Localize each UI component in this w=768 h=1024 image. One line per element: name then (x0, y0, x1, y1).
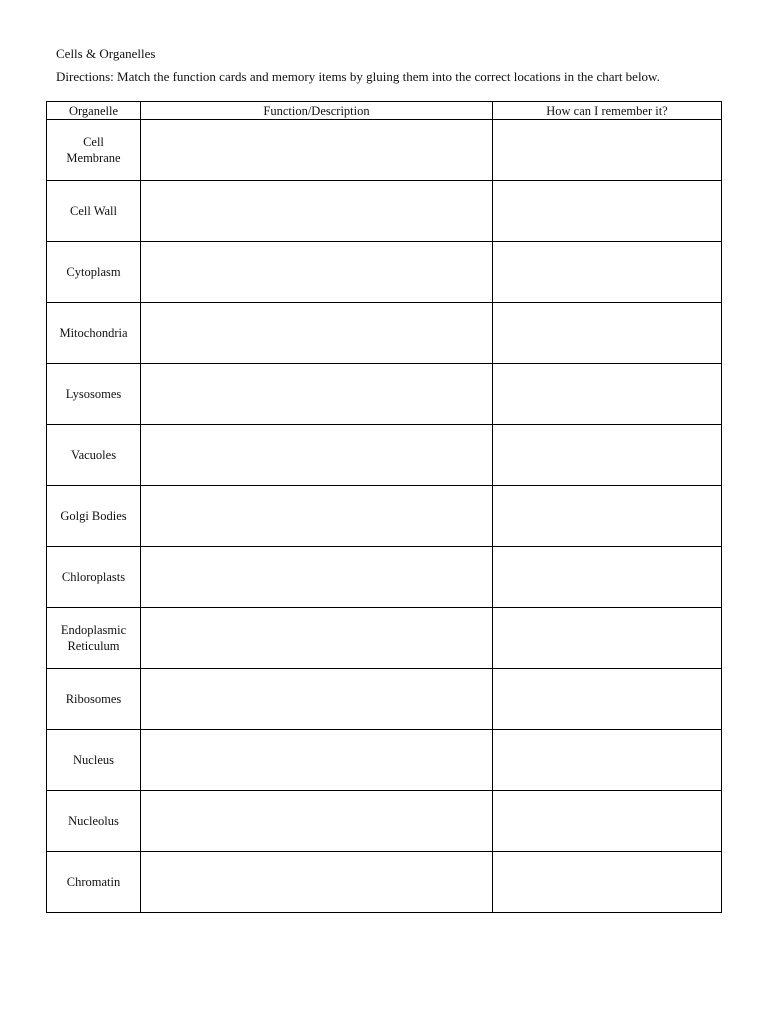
header-function-description: Function/Description (141, 102, 493, 120)
how-to-remember-cell (493, 364, 722, 425)
organelle-name-cell (47, 669, 141, 730)
table-row (47, 242, 722, 303)
organelle-name-line: Golgi Bodies (60, 509, 127, 523)
function-description-cell (141, 242, 493, 303)
function-description-cell (141, 791, 493, 852)
function-description-cell (141, 608, 493, 669)
organelle-name-cell (47, 303, 141, 364)
organelle-name-cell (47, 730, 141, 791)
header-organelle: Organelle (47, 102, 141, 120)
table-row (47, 120, 722, 181)
function-description-cell (141, 730, 493, 791)
organelle-name-line: Cell (83, 135, 104, 149)
organelle-name-line: Vacuoles (70, 448, 117, 462)
table-row (47, 425, 722, 486)
how-to-remember-cell (493, 791, 722, 852)
worksheet-title: Cells & Organelles (56, 46, 156, 61)
organelle-name-line: Nucleus (73, 753, 114, 767)
organelle-name-cell (47, 486, 141, 547)
organelle-name-line: Endoplasmic (60, 623, 127, 637)
table-row (47, 608, 722, 669)
how-to-remember-cell (493, 669, 722, 730)
function-description-cell (141, 364, 493, 425)
organelle-chart (46, 101, 722, 913)
how-to-remember-cell (493, 120, 722, 181)
function-description-cell (141, 181, 493, 242)
organelle-name-line: Cell Wall (69, 204, 118, 218)
table-row (47, 730, 722, 791)
organelle-name-cell (47, 852, 141, 913)
organelle-name-line: Mitochondria (59, 326, 128, 340)
how-to-remember-cell (493, 303, 722, 364)
function-description-cell (141, 303, 493, 364)
organelle-name-cell (47, 242, 141, 303)
how-to-remember-cell (493, 608, 722, 669)
table-row (47, 791, 722, 852)
organelle-name-cell (47, 120, 141, 181)
table-row (47, 364, 722, 425)
organelle-name-line: Lysosomes (65, 387, 122, 401)
organelle-name-line: Reticulum (67, 639, 120, 653)
organelle-name-cell (47, 608, 141, 669)
header-row (47, 102, 722, 120)
chart-body (47, 120, 722, 913)
how-to-remember-cell (493, 852, 722, 913)
table-row (47, 486, 722, 547)
how-to-remember-cell (493, 547, 722, 608)
how-to-remember-cell (493, 730, 722, 791)
function-description-cell (141, 120, 493, 181)
organelle-name-line: Ribosomes (65, 692, 122, 706)
table-row (47, 852, 722, 913)
header-how-to-remember: How can I remember it? (493, 102, 722, 120)
function-description-cell (141, 669, 493, 730)
organelle-name-line: Chloroplasts (61, 570, 126, 584)
organelle-name-cell (47, 547, 141, 608)
function-description-cell (141, 425, 493, 486)
table-row (47, 303, 722, 364)
organelle-name-line: Membrane (66, 151, 121, 165)
table-row (47, 181, 722, 242)
function-description-cell (141, 852, 493, 913)
organelle-name-cell (47, 364, 141, 425)
organelle-name-line: Cytoplasm (66, 265, 121, 279)
function-description-cell (141, 547, 493, 608)
function-description-cell (141, 486, 493, 547)
how-to-remember-cell (493, 242, 722, 303)
organelle-name-line: Chromatin (66, 875, 121, 889)
directions-text: Directions: Match the function cards and memory items by gluing them into the correct locations in the chart below. (56, 69, 660, 84)
organelle-name-cell (47, 791, 141, 852)
table-row (47, 547, 722, 608)
organelle-name-line: Nucleolus (68, 814, 119, 828)
how-to-remember-cell (493, 425, 722, 486)
how-to-remember-cell (493, 486, 722, 547)
how-to-remember-cell (493, 181, 722, 242)
organelle-name-cell (47, 425, 141, 486)
table-row (47, 669, 722, 730)
organelle-name-cell (47, 181, 141, 242)
